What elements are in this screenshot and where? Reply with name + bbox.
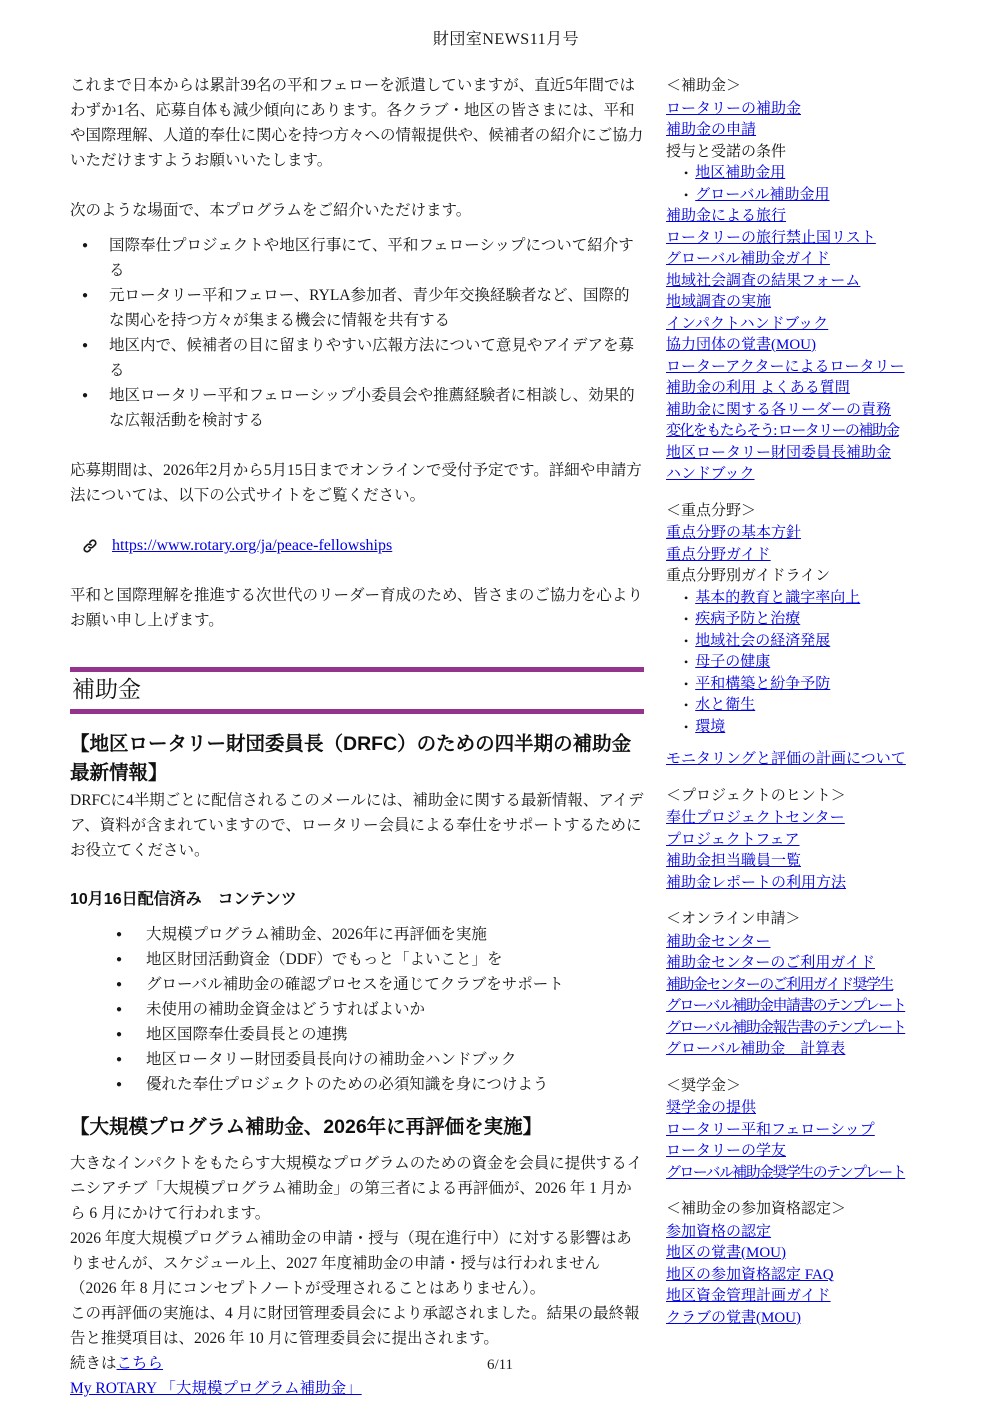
sidebar-item: • 基本的教育と識字率向上 (666, 588, 942, 610)
reevaluation-body-2: 2026 年度大規模プログラム補助金の申請・授与（現在進行中）に対する影響はありませんが、スケジュール上、2027 年度補助金の申請・授与は行われません（2026 年 8 月にコンセプトノートが受理されることはありません）。 (70, 1230, 632, 1297)
reevaluation-body-1: 大きなインパクトをもたらす大規模なプログラムのための資金を会員に提供するイニシアチブ「大規模プログラム補助金」の第三者による再評価が、2026 年 1 月から 6 月にかけて行われます。 (70, 1155, 643, 1222)
sidebar-section-scholarships (666, 1076, 942, 1185)
scenes-intro: 次のような場面で、本プログラムをご紹介いただけます。 (70, 202, 472, 219)
sidebar-item: 地域調査の実施 (666, 294, 772, 310)
sidebar-item: 補助金による旅行 (666, 208, 787, 224)
sidebar-item: 重点分野ガイド (666, 546, 771, 563)
sidebar-item: グローバル補助金 計算表 (666, 1041, 846, 1057)
bullet-icon: ● (116, 1079, 123, 1090)
sidebar-item: グローバル補助金報告書のテンプレート (666, 1019, 906, 1036)
sidebar-item: • 地区補助金用 (666, 163, 942, 185)
sidebar-item: 補助金センター (666, 933, 771, 950)
page-title: 財団室NEWS11月号 (432, 31, 580, 48)
sidebar-item: • 水と衛生 (666, 695, 942, 717)
bullet-icon: ● (82, 240, 89, 251)
reevaluation-body-3: この再評価の実施は、4 月に財団管理委員会により承認されました。結果の最終報告と推奨項目は、2026 年 10 月に管理委員会に提出されます。 (70, 1305, 640, 1347)
sidebar-item: 地区の覚書(MOU) (666, 1245, 786, 1261)
bullet-icon: ● (82, 290, 89, 301)
section-rule-bottom (70, 709, 644, 714)
sidebar-item: 重点分野の基本方針 (666, 525, 802, 541)
grants-section-title: 補助金 (72, 676, 141, 702)
sidebar-item: 奨学金の提供 (666, 1100, 757, 1116)
bullet-icon: ● (116, 954, 123, 965)
sidebar-item: 地区の参加資格認定 FAQ (666, 1266, 834, 1283)
bullet-icon: ● (116, 979, 123, 990)
list-item: ● 元ロータリー平和フェロー、RYLA参加者、青少年交換経験者など、国際的な関心を持つ方々が集まる機会に情報を共有する (82, 283, 644, 333)
sidebar-item: • 地域社会の経済発展 (666, 631, 942, 653)
sidebar-item: 変化をもたらそう: ロータリーの補助金 (666, 423, 899, 439)
sidebar-item: 重点分野別ガイドライン (666, 568, 831, 584)
sidebar-item: 補助金担当職員一覧 (666, 853, 802, 869)
sidebar-item: ハンドブック (666, 466, 755, 482)
sidebar-section-areas-of-focus (666, 501, 942, 771)
sidebar-section-title: ＜補助金の参加資格認定＞ (666, 1201, 847, 1217)
sidebar-item: ロータリーの補助金 (666, 100, 802, 117)
sidebar-item: • 環境 (666, 717, 942, 739)
sidebar-section-grants (666, 76, 942, 486)
grants-section-banner (70, 667, 644, 714)
bullet-icon: ● (82, 390, 89, 401)
sidebar-item: 補助金の利用 よくある質問 (666, 380, 850, 396)
list-item: ● グローバル補助金の確認プロセスを通じてクラブをサポート (116, 972, 644, 997)
sidebar-item: モニタリングと評価の計画について (666, 751, 906, 767)
sidebar-item: 地域社会調査の結果フォーム (666, 272, 861, 289)
list-item: ● 優れた奉仕プロジェクトのための必須知識を身につけよう (116, 1072, 644, 1097)
sidebar-section-online-application (666, 909, 942, 1061)
sidebar-item: • グローバル補助金用 (666, 185, 942, 207)
bullet-icon: ● (82, 340, 89, 351)
sidebar-item: 補助金に関する各リーダーの責務 (666, 401, 892, 418)
sidebar-section-title: ＜重点分野＞ (666, 502, 757, 519)
sidebar-item: • 母子の健康 (666, 652, 942, 674)
delivered-heading: 10月16日配信済み コンテンツ (70, 891, 297, 908)
sidebar-item: 地区資金管理計画ガイド (666, 1288, 831, 1304)
sidebar-item: 地区ロータリー財団委員長補助金 (666, 444, 892, 461)
bullet-icon: ● (116, 1054, 123, 1065)
sidebar-item: プロジェクトフェア (666, 831, 800, 848)
sidebar-item: グローバル補助金申請書のテンプレート (666, 998, 906, 1014)
sidebar-item: ローターアクターによるロータリー (666, 358, 905, 375)
bullet-icon: • (684, 633, 689, 648)
sidebar-item: • 平和構築と紛争予防 (666, 674, 942, 696)
bullet-icon: ● (116, 1004, 123, 1015)
more-link[interactable]: こちら (116, 1355, 164, 1372)
list-item: ● 地区ロータリー財団委員長向けの補助金ハンドブック (116, 1047, 644, 1072)
page-number: 6/11 (486, 1357, 514, 1373)
sidebar-section-title: ＜補助金＞ (666, 78, 742, 94)
list-item: ● 大規模プログラム補助金、2026年に再評価を実施 (116, 922, 644, 947)
chain-link-icon (82, 538, 98, 554)
bullet-icon: ● (116, 1029, 123, 1040)
drfc-body: DRFCに4半期ごとに配信されるこのメールには、補助金に関する最新情報、アイデア、資料が含まれていますので、ロータリー会員による奉仕をサポートするためにお役立てください。 (70, 792, 644, 859)
sidebar-item: グローバル補助金ガイド (666, 251, 830, 267)
intro-paragraph: これまで日本からは累計39名の平和フェローを派遣していますが、直近5年間ではわずか1名、応募自体も減少傾向にあります。各クラブ・地区の皆さまには、平和や国際理解、人道的奉仕に関心を持つ方々への情報提供や、候補者の紹介にご協力いただけますようお願いいたします。 (70, 77, 644, 169)
more-prefix: 続きは (70, 1355, 117, 1372)
bullet-icon: • (684, 655, 689, 669)
sidebar-section-title: ＜プロジェクトのヒント＞ (666, 787, 846, 804)
list-item: ● 国際奉仕プロジェクトや地区行事にて、平和フェローシップについて紹介する (82, 233, 644, 283)
bullet-icon: • (684, 698, 689, 712)
my-rotary-link[interactable]: My ROTARY 「大規模プログラム補助金」 (70, 1380, 362, 1397)
delivered-content-list (70, 922, 644, 1097)
closing-paragraph: 平和と国際理解を推進する次世代のリーダー育成のため、皆さまのご協力を心よりお願い申し上げます。 (70, 587, 643, 629)
sidebar-item: ロータリー平和フェローシップ (666, 1121, 875, 1138)
sidebar-item: 奉仕プロジェクトセンター (666, 810, 845, 826)
sidebar-item: 補助金センターのご利用ガイド奨学生 (666, 976, 893, 993)
sidebar-section-qualification (666, 1199, 942, 1329)
sidebar-item: 参加資格の認定 (666, 1223, 772, 1240)
list-item: ● 未使用の補助金資金はどうすればよいか (116, 997, 644, 1022)
bullet-icon: • (684, 590, 689, 605)
sidebar-item: インパクトハンドブック (666, 315, 829, 332)
drfc-heading: 【地区ロータリー財団委員長（DRFC）のための四半期の補助金最新情報】 (70, 733, 632, 784)
list-item: ● 地区国際奉仕委員長との連携 (116, 1022, 644, 1047)
bullet-icon: ● (116, 929, 123, 940)
sidebar-item: • 疾病予防と治療 (666, 609, 942, 631)
sidebar-section-project-hints (666, 786, 942, 895)
main-column (70, 73, 644, 1401)
bullet-icon: • (684, 187, 689, 202)
list-item: ● 地区ロータリー平和フェローシップ小委員会や推薦経験者に相談し、効果的な広報活動を検討する (82, 383, 644, 433)
bullet-icon: • (684, 166, 689, 180)
sidebar-item: 補助金センターのご利用ガイド (666, 955, 875, 971)
sidebar-item: 授与と受諾の条件 (666, 143, 787, 160)
sidebar-item: 補助金レポートの利用方法 (666, 874, 847, 891)
sidebar (666, 73, 942, 1344)
sidebar-item: ロータリーの学友 (666, 1143, 787, 1159)
list-item: ● 地区内で、候補者の目に留まりやすい広報方法について意見やアイデアを募る (82, 333, 644, 383)
official-site-row (70, 533, 644, 558)
sidebar-item: クラブの覚書(MOU) (666, 1309, 801, 1326)
scene-list (70, 233, 644, 433)
bullet-icon: • (684, 719, 689, 734)
sidebar-section-title: ＜オンライン申請＞ (666, 911, 801, 927)
sidebar-item: グローバル補助金奨学生のテンプレート (666, 1164, 906, 1181)
application-paragraph: 応募期間は、2026年2月から5月15日までオンラインで受付予定です。詳細や申請方法については、以下の公式サイトをご覧ください。 (70, 462, 642, 504)
sidebar-section-title: ＜奨学金＞ (666, 1077, 742, 1094)
bullet-icon: • (684, 676, 689, 691)
sidebar-item: 補助金の申請 (666, 122, 757, 138)
sidebar-item: 協力団体の覚書(MOU) (666, 337, 816, 353)
bullet-icon: • (684, 612, 689, 626)
reevaluation-heading: 【大規模プログラム補助金、2026年に再評価を実施】 (70, 1116, 543, 1138)
official-site-link[interactable]: https://www.rotary.org/ja/peace-fellowships (112, 537, 393, 554)
list-item: ● 地区財団活動資金（DDF）でもっと「よいこと」を (116, 947, 644, 972)
sidebar-item: ロータリーの旅行禁止国リスト (666, 229, 876, 246)
